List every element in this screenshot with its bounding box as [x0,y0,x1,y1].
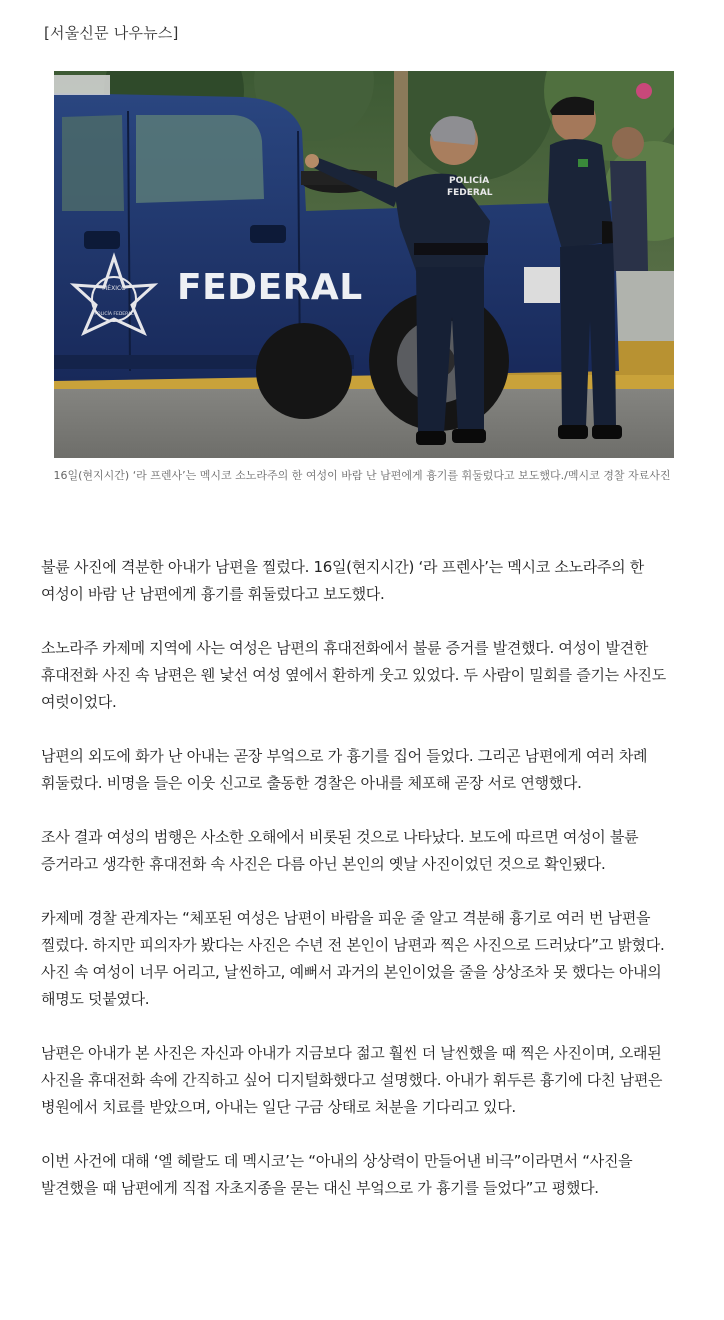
truck-federal-text: FEDERAL [177,267,363,308]
article-paragraph: 소노라주 카제메 지역에 사는 여성은 남편의 휴대전화에서 불륜 증거를 발견했다. 여성이 발견한 휴대전화 사진 속 남편은 웬 낯선 여성 옆에서 환하게 웃고 있었다. 두 사람이 밀회를 즐기는 사진도 여럿이었다. [41,639,666,711]
article-byline: [서울신문 나우뉴스] [44,24,179,42]
article-paragraph: 카제메 경찰 관계자는 “체포된 여성은 남편이 바람을 피운 줄 알고 격분해 흉기로 여러 번 남편을 찔렀다. 하지만 피의자가 봤다는 사진은 수년 전 본인이 남편과 찍은 사진으로 드러났다”고 밝혔다. 사진 속 여성이 너무 어리고, 날씬하고, 예뻐서 과거의 본인이었을 줄을 상상조차 못 했다는 아내의 해명도 덧붙였다. [41,909,665,1008]
svg-text:FEDERAL: FEDERAL [447,188,493,198]
article-photo [54,71,674,458]
svg-text:POLICÍA FEDERAL: POLICÍA FEDERAL [94,312,134,317]
article-paragraph: 불륜 사진에 격분한 아내가 남편을 찔렀다. 16일(현지시간) ‘라 프렌사’는 멕시코 소노라주의 한 여성이 바람 난 남편에게 흉기를 휘둘렀다고 보도했다. [41,558,644,603]
article-body [41,554,683,1229]
article-paragraph: 조사 결과 여성의 범행은 사소한 오해에서 비롯된 것으로 나타났다. 보도에 따르면 여성이 불륜 증거라고 생각한 휴대전화 속 사진은 다름 아닌 본인의 옛날 사진이었던 것으로 확인됐다. [41,828,639,873]
police-truck-photo [54,71,674,458]
svg-text:POLICÍA: POLICÍA [449,176,490,186]
photo-caption: 16일(현지시간) ‘라 프렌사’는 멕시코 소노라주의 한 여성이 바람 난 남편에게 흉기를 휘둘렀다고 보도했다./멕시코 경찰 자료사진 [53,469,671,482]
svg-text:MÉXICO: MÉXICO [102,285,126,292]
article-paragraph: 이번 사건에 대해 ‘엘 헤랄도 데 멕시코’는 “아내의 상상력이 만들어낸 비극”이라면서 “사진을 발견했을 때 남편에게 직접 자초지종을 묻는 대신 부엌으로 가 흉기를 들었다”고 평했다. [41,1152,633,1197]
article-paragraph: 남편은 아내가 본 사진은 자신과 아내가 지금보다 젊고 훨씬 더 날씬했을 때 찍은 사진이며, 오래된 사진을 휴대전화 속에 간직하고 싶어 디지털화했다고 설명했다. 아내가 휘두른 흉기에 다친 남편은 병원에서 치료를 받았으며, 아내는 일단 구금 상태로 처분을 기다리고 있다. [41,1044,663,1116]
article-paragraph: 남편의 외도에 화가 난 아내는 곧장 부엌으로 가 흉기를 집어 들었다. 그리곤 남편에게 여러 차례 휘둘렀다. 비명을 들은 이웃 신고로 출동한 경찰은 아내를 체포해 곧장 서로 연행했다. [41,747,648,792]
